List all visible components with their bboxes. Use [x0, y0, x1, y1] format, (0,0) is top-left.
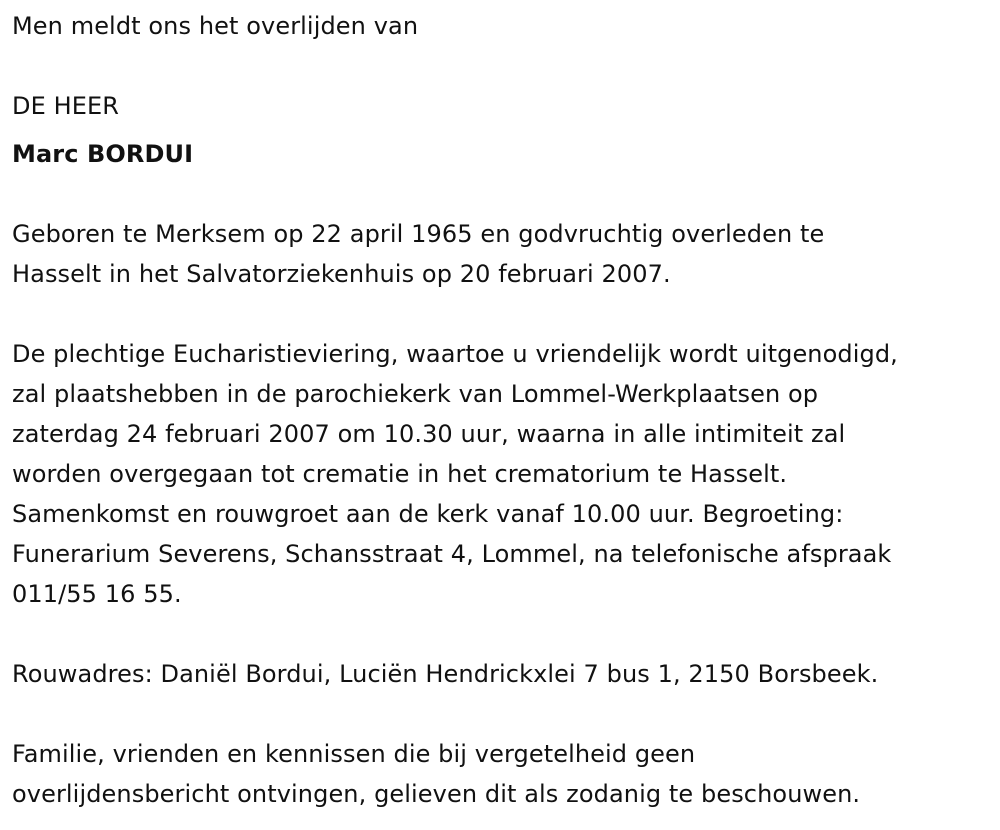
ceremony-line-4: worden overgegaan tot crematie in het crematorium te Hasselt.: [12, 460, 788, 488]
birth-line-1: Geboren te Merksem op 22 april 1965 en godvruchtig overleden te: [12, 220, 825, 248]
honorific: DE HEER: [12, 92, 120, 120]
closing-line-2: overlijdensbericht ontvingen, gelieven dit als zodanig te beschouwen.: [12, 780, 861, 808]
intro-text: Men meldt ons het overlijden van: [12, 12, 419, 40]
ceremony-line-2: zal plaatshebben in de parochiekerk van Lommel-Werkplaatsen op: [12, 380, 819, 408]
ceremony-line-6: Funerarium Severens, Schansstraat 4, Lommel, na telefonische afspraak: [12, 540, 892, 568]
deceased-name: Marc BORDUI: [12, 140, 194, 168]
birth-line-2: Hasselt in het Salvatorziekenhuis op 20 februari 2007.: [12, 260, 671, 288]
ceremony-line-7: 011/55 16 55.: [12, 580, 182, 608]
closing-line-1: Familie, vrienden en kennissen die bij vergetelheid geen: [12, 740, 696, 768]
mourning-address: Rouwadres: Daniël Bordui, Luciën Hendrickxlei 7 bus 1, 2150 Borsbeek.: [12, 660, 879, 688]
ceremony-line-5: Samenkomst en rouwgroet aan de kerk vanaf 10.00 uur. Begroeting:: [12, 500, 844, 528]
ceremony-line-3: zaterdag 24 februari 2007 om 10.30 uur, waarna in alle intimiteit zal: [12, 420, 846, 448]
ceremony-line-1: De plechtige Eucharistieviering, waartoe u vriendelijk wordt uitgenodigd,: [12, 340, 898, 368]
